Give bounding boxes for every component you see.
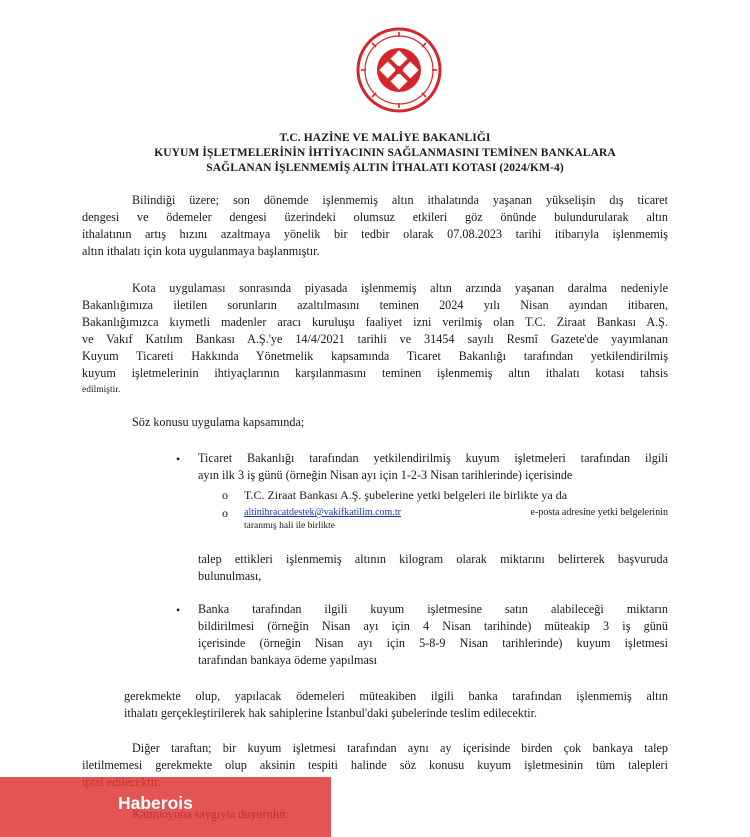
bullet-item-application-continued: talep ettikleri işlenmemiş altının kilogram olarak miktarını belirterek başvuruda bulunulması,	[198, 552, 668, 583]
watermark-text: Haberois	[118, 793, 193, 813]
paragraph-intro: Bilindiği üzere; son dönemde işlenmemiş altın ithalatında yaşanan yükselişin dış ticaret dengesi ve ödemeler dengesi üzerindeki olumsuz etkileri göz önünde bulundurularak altın ithalatının artış hızını azaltmaya yönelik bir tedbir olarak 07.08.2023 tarihi itibarıyla işlenmemiş altın ithalatı için kota uygulanmaya başlanmıştır.	[82, 193, 668, 258]
email-link[interactable]: altinihracatdestek@vakifkatilim.com.tr	[244, 507, 401, 518]
sub-item-vakif-text: e-posta adresine yetki belgelerinin	[530, 507, 668, 518]
bullet-marker: •	[176, 452, 181, 466]
sub-item-vakif-line2: taranmış hali ile birlikte	[244, 521, 336, 531]
sub-bullet-marker: o	[222, 506, 228, 520]
title-line-2: KUYUM İŞLETMELERİNİN İHTİYACININ SAĞLANMASINI TEMİNEN BANKALARA	[154, 147, 616, 159]
bullet-marker: •	[176, 603, 181, 617]
title-line-1: T.C. HAZİNE VE MALİYE BAKANLIĞI	[279, 132, 491, 144]
bullet-item-application: Ticaret Bakanlığı tarafından yetkilendirilmiş kuyum işletmeleri tarafından ilgili ayın ilk 3 iş günü (örneğin Nisan ayı için 1-2-3 Nisan tarihlerinde) içerisinde	[198, 451, 668, 482]
paragraph-warning: Diğer taraftan; bir kuyum işletmesi tarafından aynı ay içerisinde birden çok bankaya talep iletilmemesi gerekmekte olup aksinin tespiti halinde söz konusu kuyum işletmesinin tüm talepleri	[82, 741, 668, 772]
title-line-3: SAĞLANAN İŞLENMEMİŞ ALTIN İTHALATI KOTASI (2024/KM-4)	[206, 162, 564, 174]
bullet-item-payment: Banka tarafından ilgili kuyum işletmesine satın alabileceği miktarın bildirilmesi (örneğin Nisan ayı için 4 Nisan tarihinde) müteakip 3 iş günü içerisinde (örneğin Nisan ayı için 5-8-9 Nisan tarihlerinde) kuyum işletmesi tarafından bankaya ödeme yapılması	[198, 602, 668, 667]
paragraph-quota: Kota uygulaması sonrasında piyasada işlenmemiş altın arzında yaşanan daralma nedeniyle Bakanlığımıza iletilen sorunların azaltılmasını teminen 2024 yılı Nisan ayından itibaren, Bakanlığımızca kıymetli madenler aracı kuruluşu faaliyet izni verilmiş olan T.C. Ziraat Bankası A.Ş. ve Vakıf Katılım Bankası A.Ş.'ye 14/4/2021 tarihli ve 31454 sayılı Resmî Gazete'de yayımlanan Kuyum Ticareti Hakkında Yönetmelik kapsamında Ticaret Bakanlığı tarafından yetkilendirilmiş kuyum işletmelerinin ihtiyaçlarının karşılanmasını teminen işlenmemiş altın ithalatı kotası tahsis edilmiştir.	[82, 281, 668, 395]
sub-item-ziraat: T.C. Ziraat Bankası A.Ş. şubelerine yetki belgeleri ile birlikte ya da	[244, 488, 568, 502]
ministry-seal-logo	[355, 26, 443, 114]
paragraph-scope: Söz konusu uygulama kapsamında;	[132, 415, 305, 429]
document-title	[100, 131, 670, 176]
haberois-watermark	[0, 777, 331, 837]
paragraph-delivery: gerekmekte olup, yapılacak ödemeleri müteakiben ilgili banka tarafından işlenmemiş altın ithalatı gerçekleştirilerek hak sahiplerine İstanbul'daki şubelerinde teslim edilecektir.	[124, 689, 668, 720]
sub-bullet-marker: o	[222, 488, 228, 502]
sub-item-vakif	[244, 505, 668, 533]
